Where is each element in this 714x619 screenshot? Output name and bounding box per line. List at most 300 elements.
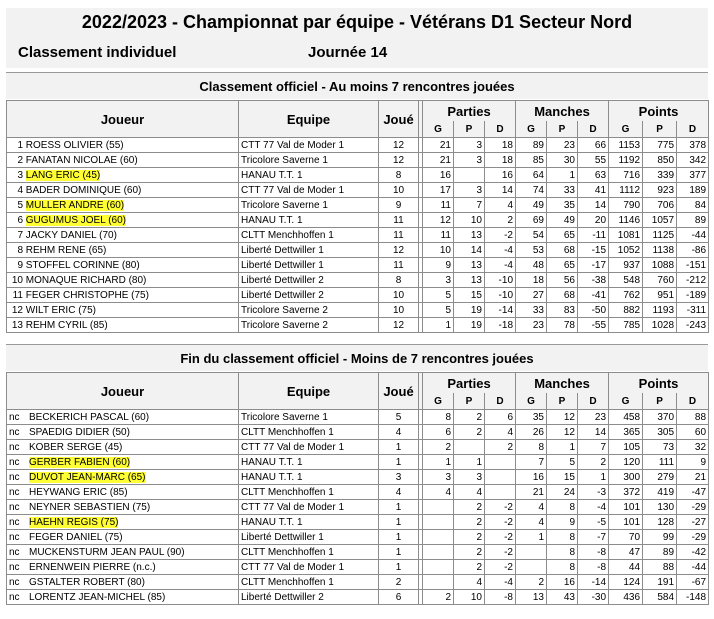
player-name: LORENTZ JEAN-MICHEL (85) xyxy=(29,591,166,603)
played-cell: 11 xyxy=(379,213,419,228)
played-cell: 1 xyxy=(379,560,419,575)
player-rank: nc xyxy=(9,561,20,573)
stat-mg: 85 xyxy=(516,153,547,168)
stat-pp: 2 xyxy=(454,515,485,530)
played-cell: 8 xyxy=(379,273,419,288)
stat-pp: 3 xyxy=(454,183,485,198)
team-cell: CLTT Menchhoffen 1 xyxy=(239,425,379,440)
stat-ptg: 101 xyxy=(609,500,643,515)
player-name: KOBER SERGE (45) xyxy=(29,441,123,453)
stat-mp: 35 xyxy=(547,198,578,213)
table-row xyxy=(7,530,709,545)
team-cell: CTT 77 Val de Moder 1 xyxy=(239,183,379,198)
played-cell: 9 xyxy=(379,198,419,213)
col-manches: Manches xyxy=(516,101,609,122)
player-name: DUVOT JEAN-MARC (65) xyxy=(29,471,146,483)
stat-pp: 10 xyxy=(454,213,485,228)
stat-ptd: -27 xyxy=(677,515,709,530)
stat-ptd: -148 xyxy=(677,590,709,605)
team-cell: CLTT Menchhoffen 1 xyxy=(239,575,379,590)
stat-ptd: 342 xyxy=(677,153,709,168)
subtitle-left: Classement individuel xyxy=(18,44,177,61)
stat-pd: 16 xyxy=(485,168,516,183)
stat-pg: 21 xyxy=(423,153,454,168)
col-p: P xyxy=(643,393,677,410)
stat-pp: 2 xyxy=(454,410,485,425)
col-points: Points xyxy=(609,101,709,122)
table-row xyxy=(7,500,709,515)
team-cell: Liberté Dettwiller 2 xyxy=(239,590,379,605)
player-name: MULLER ANDRE (60) xyxy=(25,199,125,211)
player-rank: nc xyxy=(9,426,20,438)
stat-md: -30 xyxy=(578,590,609,605)
stat-ptd: 32 xyxy=(677,440,709,455)
stat-ptd: -189 xyxy=(677,288,709,303)
player-cell xyxy=(7,530,239,545)
stat-ptd: -311 xyxy=(677,303,709,318)
player-cell xyxy=(7,485,239,500)
table-row xyxy=(7,198,709,213)
stat-ptg: 105 xyxy=(609,440,643,455)
player-rank: 10 xyxy=(11,274,23,286)
player-name: HAEHN REGIS (75) xyxy=(29,516,119,528)
stat-ptp: 73 xyxy=(643,440,677,455)
stat-pg: 11 xyxy=(423,228,454,243)
played-cell: 12 xyxy=(379,243,419,258)
stat-mp: 16 xyxy=(547,575,578,590)
team-cell: Liberté Dettwiller 2 xyxy=(239,288,379,303)
stat-pg xyxy=(423,575,454,590)
stat-ptd: -47 xyxy=(677,485,709,500)
col-manches: Manches xyxy=(516,373,609,394)
player-cell xyxy=(7,228,239,243)
played-cell: 1 xyxy=(379,455,419,470)
stat-ptd: -29 xyxy=(677,500,709,515)
stat-mg xyxy=(516,545,547,560)
table-row xyxy=(7,303,709,318)
stat-pd: -4 xyxy=(485,243,516,258)
col-parties: Parties xyxy=(423,101,516,122)
table-row xyxy=(7,455,709,470)
stat-pd: -10 xyxy=(485,288,516,303)
subtitle-bar xyxy=(6,42,708,68)
table-row xyxy=(7,575,709,590)
stat-ptp: 1138 xyxy=(643,243,677,258)
player-cell xyxy=(7,198,239,213)
player-name: MUCKENSTURM JEAN PAUL (90) xyxy=(29,546,185,558)
player-name: FANATAN NICOLAE (60) xyxy=(25,154,138,166)
stat-mg: 64 xyxy=(516,168,547,183)
stat-pd: -8 xyxy=(485,590,516,605)
table-row xyxy=(7,228,709,243)
col-d: D xyxy=(677,121,709,138)
stat-ptp: 951 xyxy=(643,288,677,303)
stat-pp: 13 xyxy=(454,273,485,288)
stat-ptp: 130 xyxy=(643,500,677,515)
col-g: G xyxy=(516,393,547,410)
stat-ptg: 716 xyxy=(609,168,643,183)
stat-ptd: 9 xyxy=(677,455,709,470)
player-name: GERBER FABIEN (60) xyxy=(29,456,131,468)
stat-ptd: -86 xyxy=(677,243,709,258)
player-rank: 5 xyxy=(17,199,23,211)
stat-pg xyxy=(423,560,454,575)
stat-ptd: -67 xyxy=(677,575,709,590)
player-rank: nc xyxy=(9,501,20,513)
col-g: G xyxy=(609,121,643,138)
stat-ptd: 189 xyxy=(677,183,709,198)
stat-pp: 2 xyxy=(454,500,485,515)
player-cell xyxy=(7,500,239,515)
stat-mg: 53 xyxy=(516,243,547,258)
player-name: STOFFEL CORINNE (80) xyxy=(25,259,140,271)
col-joueur: Joueur xyxy=(7,101,239,138)
unofficial-heading: Fin du classement officiel - Moins de 7 rencontres jouées xyxy=(6,344,708,371)
stat-pp: 7 xyxy=(454,198,485,213)
stat-pd: 2 xyxy=(485,213,516,228)
stat-ptp: 923 xyxy=(643,183,677,198)
stat-pp: 3 xyxy=(454,138,485,153)
stat-pp: 4 xyxy=(454,485,485,500)
stat-pd: 2 xyxy=(485,440,516,455)
col-p: P xyxy=(454,393,485,410)
stat-ptp: 1028 xyxy=(643,318,677,333)
player-rank: nc xyxy=(9,456,20,468)
stat-pp: 13 xyxy=(454,258,485,273)
stat-pp: 3 xyxy=(454,470,485,485)
stat-mg: 69 xyxy=(516,213,547,228)
stat-pd: -2 xyxy=(485,545,516,560)
stat-mg: 26 xyxy=(516,425,547,440)
played-cell: 10 xyxy=(379,303,419,318)
stat-md: -38 xyxy=(578,273,609,288)
player-cell xyxy=(7,545,239,560)
player-name: HEYWANG ERIC (85) xyxy=(29,486,128,498)
stat-mp: 9 xyxy=(547,515,578,530)
stat-pg: 3 xyxy=(423,273,454,288)
stat-mg: 1 xyxy=(516,530,547,545)
stat-ptg: 1153 xyxy=(609,138,643,153)
player-cell xyxy=(7,288,239,303)
stat-mp: 68 xyxy=(547,288,578,303)
stat-pg: 17 xyxy=(423,183,454,198)
team-cell: HANAU T.T. 1 xyxy=(239,470,379,485)
stat-pp: 4 xyxy=(454,575,485,590)
player-cell xyxy=(7,470,239,485)
stat-ptd: -42 xyxy=(677,545,709,560)
stat-pp: 19 xyxy=(454,303,485,318)
played-cell: 1 xyxy=(379,545,419,560)
player-rank: 7 xyxy=(17,229,23,241)
col-parties: Parties xyxy=(423,373,516,394)
team-cell: CTT 77 Val de Moder 1 xyxy=(239,138,379,153)
player-cell xyxy=(7,183,239,198)
stat-ptp: 584 xyxy=(643,590,677,605)
stat-mg: 4 xyxy=(516,515,547,530)
stat-mp: 68 xyxy=(547,243,578,258)
player-name: REHM CYRIL (85) xyxy=(25,319,108,331)
player-name: MONAQUE RICHARD (80) xyxy=(25,274,147,286)
table-row xyxy=(7,410,709,425)
stat-pd: -14 xyxy=(485,303,516,318)
stat-pg: 1 xyxy=(423,318,454,333)
player-name: GUGUMUS JOEL (60) xyxy=(25,214,126,226)
stat-ptg: 458 xyxy=(609,410,643,425)
stat-ptp: 1125 xyxy=(643,228,677,243)
stat-mg: 13 xyxy=(516,590,547,605)
table-row xyxy=(7,258,709,273)
stat-md: 63 xyxy=(578,168,609,183)
page-title: 2022/2023 - Championnat par équipe - Vétérans D1 Secteur Nord xyxy=(6,8,708,44)
played-cell: 12 xyxy=(379,138,419,153)
stat-pp: 19 xyxy=(454,318,485,333)
stat-pg: 2 xyxy=(423,440,454,455)
player-name: WILT ERIC (75) xyxy=(25,304,96,316)
official-table xyxy=(6,100,709,333)
stat-pg: 10 xyxy=(423,243,454,258)
subtitle-round: Journée 14 xyxy=(308,44,388,61)
stat-ptp: 760 xyxy=(643,273,677,288)
table-row xyxy=(7,545,709,560)
stat-pg: 4 xyxy=(423,485,454,500)
stat-pp: 3 xyxy=(454,153,485,168)
played-cell: 4 xyxy=(379,425,419,440)
stat-mg: 74 xyxy=(516,183,547,198)
player-rank: 6 xyxy=(17,214,23,226)
stat-pd: -4 xyxy=(485,258,516,273)
stat-ptg: 1146 xyxy=(609,213,643,228)
player-rank: 8 xyxy=(17,244,23,256)
stat-pg: 2 xyxy=(423,590,454,605)
played-cell: 5 xyxy=(379,410,419,425)
player-name: LANG ERIC (45) xyxy=(25,169,101,181)
col-d: D xyxy=(677,393,709,410)
col-equipe: Equipe xyxy=(239,101,379,138)
col-points: Points xyxy=(609,373,709,394)
stat-pd xyxy=(485,455,516,470)
table-row xyxy=(7,560,709,575)
stat-md: -17 xyxy=(578,258,609,273)
stat-pg xyxy=(423,500,454,515)
stat-md: -8 xyxy=(578,545,609,560)
player-name: FEGER CHRISTOPHE (75) xyxy=(25,289,149,301)
team-cell: CLTT Menchhoffen 1 xyxy=(239,545,379,560)
player-cell xyxy=(7,258,239,273)
stat-ptp: 1193 xyxy=(643,303,677,318)
stat-ptg: 47 xyxy=(609,545,643,560)
stat-ptd: 21 xyxy=(677,470,709,485)
stat-mp: 8 xyxy=(547,560,578,575)
stat-mg xyxy=(516,560,547,575)
player-cell xyxy=(7,410,239,425)
team-cell: CLTT Menchhoffen 1 xyxy=(239,485,379,500)
player-rank: nc xyxy=(9,546,20,558)
stat-pp: 2 xyxy=(454,425,485,440)
stat-md: -41 xyxy=(578,288,609,303)
player-cell xyxy=(7,273,239,288)
stat-ptg: 1052 xyxy=(609,243,643,258)
table-row xyxy=(7,138,709,153)
stat-mp: 33 xyxy=(547,183,578,198)
stat-mp: 78 xyxy=(547,318,578,333)
stat-ptp: 128 xyxy=(643,515,677,530)
player-rank: 4 xyxy=(17,184,23,196)
team-cell: Liberté Dettwiller 2 xyxy=(239,273,379,288)
played-cell: 1 xyxy=(379,530,419,545)
stat-mp: 56 xyxy=(547,273,578,288)
stat-pp: 2 xyxy=(454,545,485,560)
table-row xyxy=(7,425,709,440)
player-rank: 1 xyxy=(17,139,23,151)
stat-ptg: 436 xyxy=(609,590,643,605)
stat-mg: 89 xyxy=(516,138,547,153)
stat-ptd: 378 xyxy=(677,138,709,153)
stat-md: -8 xyxy=(578,560,609,575)
stat-mp: 15 xyxy=(547,470,578,485)
team-cell: Liberté Dettwiller 1 xyxy=(239,530,379,545)
stat-ptd: -212 xyxy=(677,273,709,288)
stat-ptd: -151 xyxy=(677,258,709,273)
stat-pg xyxy=(423,530,454,545)
team-cell: Tricolore Saverne 2 xyxy=(239,303,379,318)
stat-mg: 18 xyxy=(516,273,547,288)
stat-mp: 8 xyxy=(547,545,578,560)
stat-mg: 49 xyxy=(516,198,547,213)
col-g: G xyxy=(423,121,454,138)
stat-mg: 2 xyxy=(516,575,547,590)
stat-mg: 8 xyxy=(516,440,547,455)
stat-pd: -4 xyxy=(485,575,516,590)
col-d: D xyxy=(578,121,609,138)
stat-ptp: 775 xyxy=(643,138,677,153)
stat-ptp: 191 xyxy=(643,575,677,590)
table-row xyxy=(7,318,709,333)
table-row xyxy=(7,273,709,288)
player-name: NEYNER SEBASTIEN (75) xyxy=(29,501,151,513)
stat-mp: 83 xyxy=(547,303,578,318)
played-cell: 10 xyxy=(379,288,419,303)
table-row xyxy=(7,183,709,198)
player-rank: nc xyxy=(9,486,20,498)
stat-md: -11 xyxy=(578,228,609,243)
stat-ptp: 1088 xyxy=(643,258,677,273)
stat-pg: 11 xyxy=(423,198,454,213)
team-cell: Tricolore Saverne 1 xyxy=(239,153,379,168)
stat-mp: 65 xyxy=(547,228,578,243)
stat-ptg: 101 xyxy=(609,515,643,530)
stat-ptg: 120 xyxy=(609,455,643,470)
stat-pd: -2 xyxy=(485,530,516,545)
stat-md: 2 xyxy=(578,455,609,470)
stat-md: -3 xyxy=(578,485,609,500)
table-row xyxy=(7,213,709,228)
played-cell: 11 xyxy=(379,228,419,243)
player-cell xyxy=(7,455,239,470)
player-name: SPAEDIG DIDIER (50) xyxy=(29,426,130,438)
team-cell: Tricolore Saverne 1 xyxy=(239,198,379,213)
player-cell xyxy=(7,153,239,168)
stat-ptd: -44 xyxy=(677,228,709,243)
stat-md: -15 xyxy=(578,243,609,258)
team-cell: HANAU T.T. 1 xyxy=(239,213,379,228)
stat-ptp: 370 xyxy=(643,410,677,425)
col-p: P xyxy=(643,121,677,138)
stat-pd: -10 xyxy=(485,273,516,288)
stat-md: 14 xyxy=(578,198,609,213)
stat-mg: 7 xyxy=(516,455,547,470)
stat-md: 23 xyxy=(578,410,609,425)
played-cell: 1 xyxy=(379,500,419,515)
stat-pd xyxy=(485,485,516,500)
stat-mp: 43 xyxy=(547,590,578,605)
col-joue: Joué xyxy=(379,101,419,138)
stat-mp: 8 xyxy=(547,500,578,515)
team-cell: HANAU T.T. 1 xyxy=(239,455,379,470)
stat-md: -5 xyxy=(578,515,609,530)
stat-md: -4 xyxy=(578,500,609,515)
stat-pd: -2 xyxy=(485,500,516,515)
stat-pd: 18 xyxy=(485,138,516,153)
player-name: BADER DOMINIQUE (60) xyxy=(25,184,142,196)
table-row xyxy=(7,168,709,183)
player-rank: nc xyxy=(9,516,20,528)
table-row xyxy=(7,590,709,605)
stat-md: -50 xyxy=(578,303,609,318)
stat-pg: 12 xyxy=(423,213,454,228)
stat-pd: -2 xyxy=(485,560,516,575)
player-cell xyxy=(7,440,239,455)
stat-ptd: 84 xyxy=(677,198,709,213)
stat-ptd: -243 xyxy=(677,318,709,333)
player-cell xyxy=(7,168,239,183)
player-name: JACKY DANIEL (70) xyxy=(25,229,117,241)
stat-mg: 21 xyxy=(516,485,547,500)
stat-ptd: 377 xyxy=(677,168,709,183)
stat-mp: 12 xyxy=(547,425,578,440)
player-rank: 2 xyxy=(17,154,23,166)
stat-md: 14 xyxy=(578,425,609,440)
player-cell xyxy=(7,213,239,228)
player-rank: nc xyxy=(9,591,20,603)
stat-mp: 5 xyxy=(547,455,578,470)
table-row xyxy=(7,470,709,485)
team-cell: CTT 77 Val de Moder 1 xyxy=(239,440,379,455)
stat-md: 55 xyxy=(578,153,609,168)
stat-ptg: 365 xyxy=(609,425,643,440)
player-cell xyxy=(7,515,239,530)
player-rank: nc xyxy=(9,441,20,453)
stat-ptp: 305 xyxy=(643,425,677,440)
stat-pg: 21 xyxy=(423,138,454,153)
stat-ptp: 1057 xyxy=(643,213,677,228)
stat-pp: 13 xyxy=(454,228,485,243)
stat-pd xyxy=(485,470,516,485)
stat-pp: 10 xyxy=(454,590,485,605)
played-cell: 6 xyxy=(379,590,419,605)
player-rank: 3 xyxy=(17,169,23,181)
stat-pp: 1 xyxy=(454,455,485,470)
player-rank: 12 xyxy=(11,304,23,316)
stat-ptg: 1192 xyxy=(609,153,643,168)
stat-mp: 65 xyxy=(547,258,578,273)
col-joue: Joué xyxy=(379,373,419,410)
stat-mp: 23 xyxy=(547,138,578,153)
player-rank: nc xyxy=(9,411,20,423)
stat-mp: 49 xyxy=(547,213,578,228)
stat-ptd: 89 xyxy=(677,213,709,228)
played-cell: 8 xyxy=(379,168,419,183)
stat-ptd: 60 xyxy=(677,425,709,440)
